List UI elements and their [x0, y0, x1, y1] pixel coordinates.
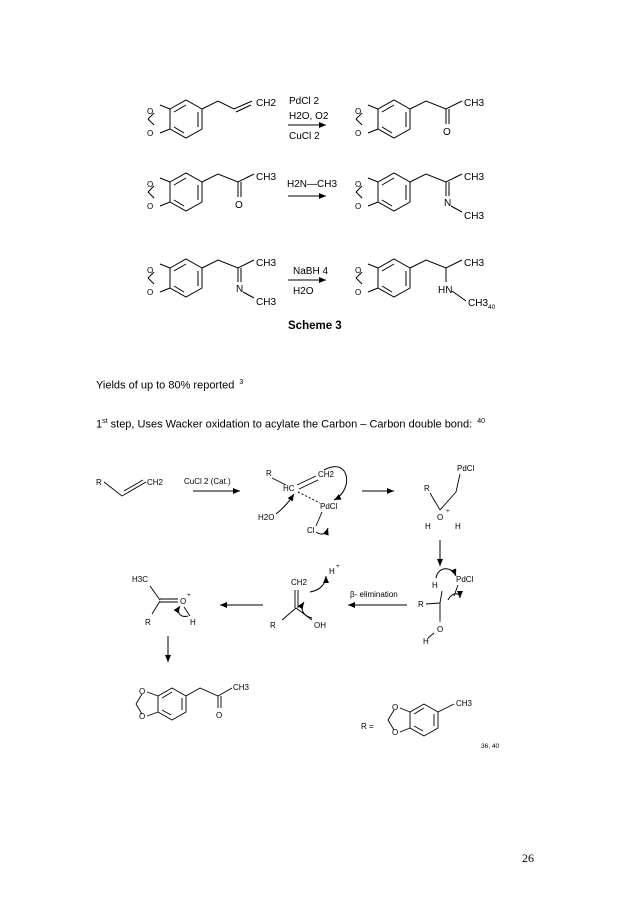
step-ordinal: st — [102, 418, 108, 425]
page-number: 26 — [522, 851, 534, 865]
svg-text:O: O — [355, 288, 362, 297]
svg-text:O: O — [437, 513, 444, 522]
svg-text:O: O — [139, 712, 146, 721]
scheme-row-3 — [147, 258, 496, 311]
svg-text:O: O — [147, 107, 154, 116]
svg-text:H2O: H2O — [258, 513, 275, 522]
r2-product-ch3-a: CH3 — [464, 172, 485, 183]
r2-product-ch3-b: CH3 — [464, 211, 485, 222]
scheme-row-1 — [147, 96, 484, 142]
svg-text:R: R — [418, 600, 424, 609]
r3-reagent-1: NaBH 4 — [293, 266, 329, 277]
scheme-row-2 — [147, 172, 484, 222]
svg-text:R: R — [424, 484, 430, 493]
r3-product-hn: HN — [438, 285, 453, 296]
svg-text:O: O — [147, 129, 154, 138]
r1-reagent-3: CuCl 2 — [289, 131, 320, 142]
svg-text:R: R — [266, 469, 272, 478]
r3-reactant-n: N — [236, 284, 244, 295]
svg-text:R: R — [270, 621, 276, 630]
svg-text:H: H — [423, 637, 429, 646]
svg-text:O: O — [392, 703, 399, 712]
r3-reactant-ch3-b: CH3 — [256, 297, 277, 308]
scheme-title: Scheme 3 — [288, 320, 342, 332]
svg-text:H: H — [329, 567, 335, 576]
svg-text:36, 40: 36, 40 — [481, 743, 500, 750]
yields-text: Yields of up to 80% reported — [96, 379, 235, 392]
r2-reactant-ch3: CH3 — [256, 172, 277, 183]
svg-text:O: O — [139, 687, 146, 696]
svg-text:O: O — [392, 728, 399, 737]
svg-text:O: O — [147, 180, 154, 189]
svg-text:O: O — [216, 711, 223, 720]
r3-ref: 40 — [488, 304, 496, 311]
r3-product-ch3-a: CH3 — [464, 258, 485, 269]
svg-text:R: R — [145, 618, 151, 627]
r1-reactant-ch2: CH2 — [256, 98, 277, 109]
svg-text:+: + — [336, 563, 340, 570]
yields-line — [96, 379, 243, 392]
svg-text:PdCl: PdCl — [457, 464, 475, 473]
svg-text:O: O — [355, 202, 362, 211]
svg-text:CH3: CH3 — [456, 699, 473, 708]
svg-text:O: O — [147, 266, 154, 275]
r3-reagent-2: H2O — [293, 286, 314, 297]
r1-reagent-1: PdCl 2 — [289, 96, 320, 107]
svg-text:H: H — [190, 618, 196, 627]
r2-product-n: N — [444, 198, 452, 209]
svg-text:H: H — [425, 522, 431, 531]
svg-text:CuCl 2 (Cat.): CuCl 2 (Cat.) — [184, 477, 231, 486]
r2-reagent: H2N—CH3 — [287, 179, 338, 190]
svg-text:O: O — [180, 597, 187, 606]
svg-text:R: R — [96, 478, 102, 487]
svg-text:O: O — [437, 625, 444, 634]
svg-text:H: H — [455, 522, 461, 531]
mechanism — [96, 464, 499, 750]
svg-text:R =: R = — [361, 722, 374, 731]
step-ref: 40 — [477, 418, 486, 425]
svg-text:CH2: CH2 — [291, 578, 308, 587]
svg-text:O: O — [147, 288, 154, 297]
svg-text:+: + — [446, 508, 450, 515]
step-text: step, Uses Wacker oxidation to acylate the Carbon – Carbon double bond: — [107, 418, 473, 431]
svg-text:CH2: CH2 — [147, 478, 164, 487]
step-line — [96, 418, 485, 431]
svg-text:H3C: H3C — [132, 575, 149, 584]
r3-reactant-ch3-a: CH3 — [256, 258, 277, 269]
svg-text:O: O — [355, 129, 362, 138]
svg-text:O: O — [355, 107, 362, 116]
svg-text:Cl: Cl — [307, 526, 315, 535]
svg-text:HC: HC — [283, 484, 295, 493]
r3-product-ch3-b: CH3 — [468, 298, 489, 309]
svg-text:β- elimination: β- elimination — [350, 590, 398, 599]
step-prefix: 1 — [96, 418, 103, 431]
svg-text:O: O — [355, 180, 362, 189]
r1-reagent-2: H2O, O2 — [289, 111, 329, 122]
yields-ref: 3 — [239, 379, 244, 386]
svg-text:O: O — [147, 202, 154, 211]
svg-text:CH2: CH2 — [318, 470, 335, 479]
svg-text:OH: OH — [314, 621, 326, 630]
svg-text:CH3: CH3 — [233, 683, 250, 692]
svg-text:H: H — [432, 581, 438, 590]
svg-text:O: O — [355, 266, 362, 275]
r1-product-o: O — [443, 127, 451, 138]
svg-text:PdCl: PdCl — [320, 502, 338, 511]
r1-product-ch3: CH3 — [464, 98, 485, 109]
r2-reactant-o: O — [235, 200, 243, 211]
svg-text:PdCl: PdCl — [456, 575, 474, 584]
svg-text:+: + — [187, 592, 191, 599]
